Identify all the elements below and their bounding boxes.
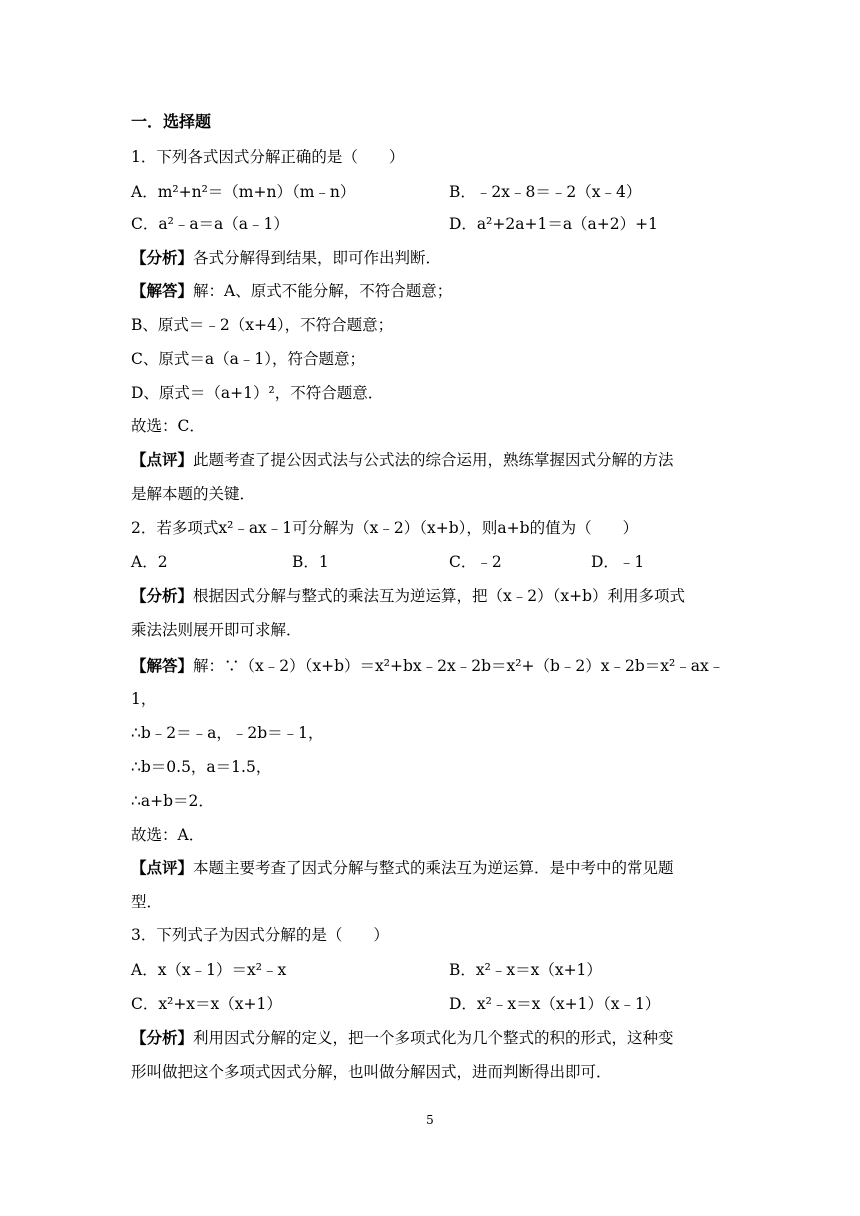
q1-analysis — [131, 248, 441, 268]
solution-tag: 【解答】 — [131, 657, 194, 675]
analysis-tag: 【分析】 — [131, 587, 194, 605]
q1-option-a: A．m²+n²＝（m+n）（m﹣n） — [131, 183, 356, 201]
q2-solution-line-3: ∴b﹣2＝﹣a，﹣2b＝﹣1， — [131, 724, 324, 742]
q1-solution-line-2: B、原式＝﹣2（x+4），不符合题意； — [131, 316, 394, 334]
q2-option-c: C．﹣2 — [449, 553, 502, 571]
q1-answer: 故选：C． — [131, 417, 205, 435]
q1-option-d: D．a²+2a+1＝a（a+2）+1 — [449, 215, 659, 233]
comment-text: 此题考查了提公因式法与公式法的综合运用，熟练掌握因式分解的方法 — [193, 451, 674, 469]
q3-option-b: B．x²﹣x＝x（x+1） — [449, 961, 602, 979]
q2-option-d: D．﹣1 — [591, 553, 645, 571]
comment-text: 本题主要考查了因式分解与整式的乘法互为逆运算．是中考中的常见题 — [193, 859, 674, 877]
q3-option-d: D．x²﹣x＝x（x+1）（x﹣1） — [449, 995, 661, 1013]
q2-stem: 2．若多项式x²﹣ax﹣1可分解为（x﹣2）（x+b），则a+b的值为（ ） — [131, 519, 639, 537]
solution-tag: 【解答】 — [131, 282, 194, 300]
solution-text: 解：A、原式不能分解，不符合题意； — [193, 282, 453, 300]
solution-text: 解：∵（x﹣2）（x+b）＝x²+bx﹣2x﹣2b＝x²+（b﹣2）x﹣2b＝x²﹣ax﹣ — [193, 657, 725, 675]
q2-analysis-line-2: 乘法法则展开即可求解． — [131, 621, 302, 639]
q1-option-c: C．a²﹣a＝a（a﹣1） — [131, 215, 289, 233]
analysis-tag: 【分析】 — [131, 1029, 194, 1047]
q3-analysis-line-1 — [131, 1028, 674, 1048]
q2-option-a: A．2 — [131, 553, 168, 571]
analysis-text: 各式分解得到结果，即可作出判断． — [193, 249, 442, 267]
page-number: 5 — [426, 1113, 434, 1127]
q3-option-a: A．x（x﹣1）＝x²﹣x — [131, 961, 287, 979]
q1-solution-line-4: D、原式＝（a+1）²，不符合题意． — [131, 384, 384, 402]
comment-tag: 【点评】 — [131, 859, 194, 877]
q2-option-b: B．1 — [292, 553, 329, 571]
q2-comment-line-2: 型． — [131, 893, 163, 911]
q2-solution-line-5: ∴a+b＝2． — [131, 792, 214, 810]
q1-solution-line-1 — [131, 281, 452, 301]
q2-solution-line-2: 1， — [131, 690, 157, 708]
q3-analysis-line-2: 形叫做把这个多项式因式分解，也叫做分解因式，进而判断得出即可． — [131, 1063, 612, 1081]
q1-option-b: B．﹣2x﹣8＝﹣2（x﹣4） — [449, 183, 642, 201]
analysis-text: 根据因式分解与整式的乘法互为逆运算，把（x﹣2）（x+b）利用多项式 — [193, 587, 686, 605]
q2-solution-line-4: ∴b＝0.5，a＝1.5， — [131, 758, 272, 776]
analysis-tag: 【分析】 — [131, 249, 194, 267]
section-title: 一．选择题 — [131, 112, 212, 131]
analysis-text: 利用因式分解的定义，把一个多项式化为几个整式的积的形式，这种变 — [193, 1029, 674, 1047]
q3-stem: 3．下列式子为因式分解的是（ ） — [131, 926, 389, 944]
q3-option-c: C．x²+x＝x（x+1） — [131, 995, 282, 1013]
q2-analysis-line-1 — [131, 586, 685, 606]
q1-comment-line-1 — [131, 450, 674, 470]
comment-tag: 【点评】 — [131, 451, 194, 469]
q1-solution-line-3: C、原式＝a（a﹣1），符合题意； — [131, 350, 365, 368]
q1-comment-line-2: 是解本题的关键． — [131, 485, 256, 503]
q2-comment-line-1 — [131, 858, 674, 878]
q1-stem: 1．下列各式因式分解正确的是（ ） — [131, 148, 405, 166]
q2-solution-line-1 — [131, 656, 724, 676]
q2-answer: 故选：A． — [131, 826, 205, 844]
